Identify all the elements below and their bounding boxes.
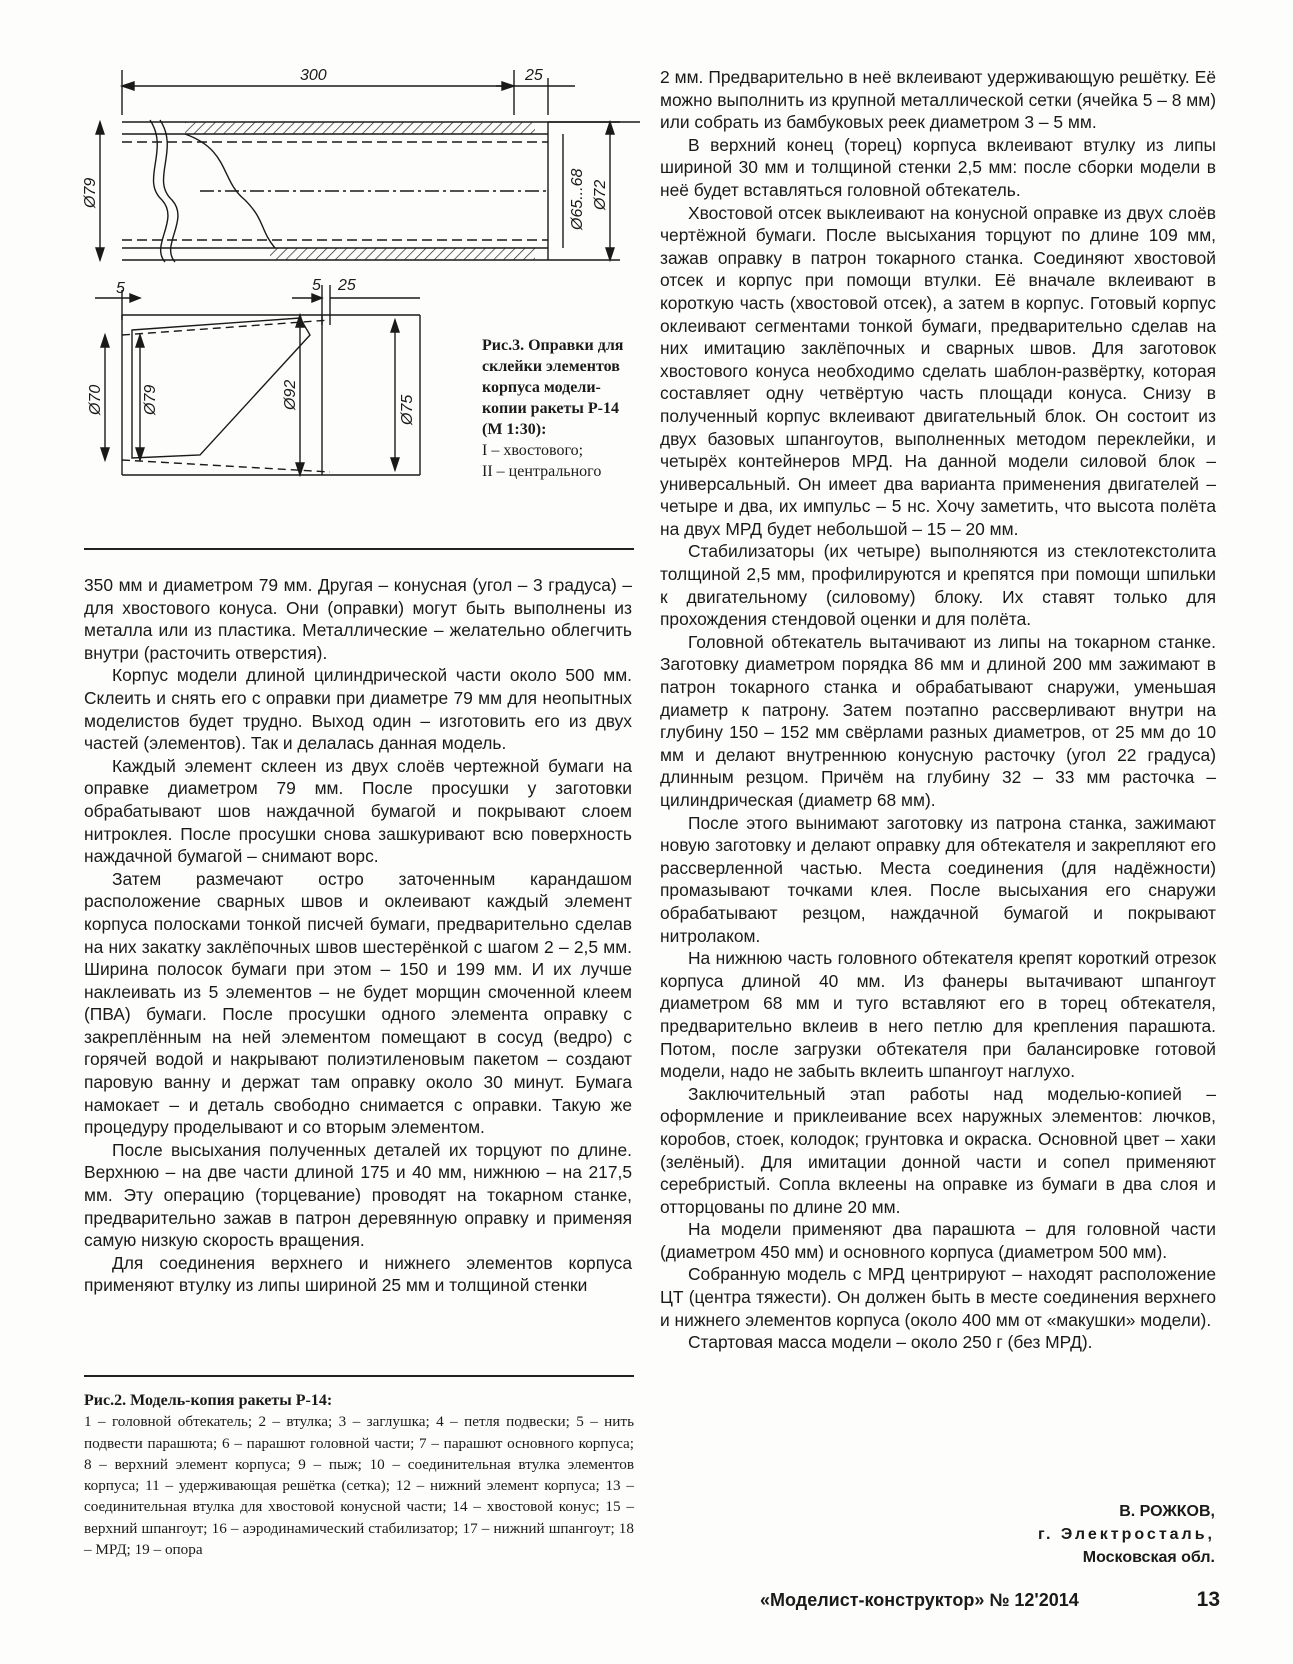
paragraph: После этого вынимают заготовку из патрона станка, зажимают новую заготовку и делают оправку для обтекателя и закрепляют его рассверленной частью. Места соединения (для надёжности) промазывают точками клея. После высыхания его снаружи обрабатывают резцом, наждачной бумагой и покрывают нитролаком.: [660, 812, 1216, 946]
dim-d75: Ø75: [399, 394, 416, 425]
page-footer: [760, 1590, 1220, 1611]
paragraph: На модели применяют два парашюта – для головной части (диаметром 450 мм) и основного корпуса (диаметром 500 мм).: [660, 1219, 1216, 1262]
author-city: г. Электросталь,: [1037, 1526, 1215, 1543]
paragraph: В верхний конец (торец) корпуса вклеивают втулку из липы шириной 30 мм и толщиной стенки 2,5 мм: после сборки модели в неё будет вставляться головной обтекатель.: [660, 134, 1216, 200]
paragraph: После высыхания полученных деталей их торцуют по длине. Верхнюю – на две части длиной 175 и 40 мм, нижнюю – на 217,5 мм. Эту операцию (торцевание) проводят на токарном станке, предварительно зажав в патрон деревянную оправку и применяя самую низкую скорость вращения.: [84, 1139, 632, 1251]
author-signature: [1038, 1500, 1215, 1569]
author-name: В. РОЖКОВ,: [1119, 1503, 1215, 1520]
paragraph: Стартовая масса модели – около 250 г (без МРД).: [688, 1332, 1093, 1353]
paragraph: Хвостовой отсек выклеивают на конусной оправке из двух слоёв чертёжной бумаги. После высыхания торцуют по длине 109 мм, зажав оправку в патрон токарного станка. Соединяют хвостовой отсек и корпус при помощи втулки. Её вначале вклеивают в короткую часть (хвостовой отсек), а затем в корпус. Готовый корпус оклеивают сегментами тонкой бумаги, предварительно сделав на них имитацию заклёпочных и сварных швов. Для заготовок хвостового конуса необходимо сделать шаблон-развёртку, которая составляет одну четвёртую часть площади конуса. Снизу в полученный корпус вклеивают двигательный блок. Он состоит из двух базовых шпангоутов, выполненных методом переклейки, и четырёх контейнеров МРД. На данной модели силовой блок – универсальный. Он имеет два варианта применения двигателей – четыре и два, их импульс – 5 нс. Хочу заметить, что высота полёта на двух МРД будет небольшой – 15 – 20 мм.: [660, 202, 1216, 539]
right-column: [660, 66, 1216, 1354]
divider-top: [84, 548, 634, 550]
dim-5-left: 5: [116, 280, 125, 297]
paragraph: Стабилизаторы (их четыре) выполняются из стеклотекстолита толщиной 2,5 мм, профилируются и крепятся при помощи шпильки к двигательному (силовому) блоку. Их ставят только для прохождения стендовой оценки и для полёта.: [660, 541, 1216, 630]
paragraph: На нижнюю часть головного обтекателя крепят короткий отрезок корпуса длиной 40 мм. Из фанеры вытачивают шпангоут диаметром 68 мм и туго вставляют его в торец обтекателя, предварительно вклеив в него петлю для крепления парашюта. Потом, после загрузки обтекателя при балансировке готовой модели, надо не забыть вклеить шпангоут наглухо.: [660, 948, 1216, 1082]
dim-300: 300: [300, 67, 327, 84]
paragraph: Для соединения верхнего и нижнего элементов корпуса применяют втулку из липы шириной 25 мм и толщиной стенки: [84, 1252, 632, 1296]
paragraph: Затем размечают остро заточенным карандашом расположение сварных швов и оклеивают каждый элемент корпуса полосками тонкой писчей бумаги, предварительно сделав на них закатку заклёпочных швов шестерёнкой с шагом 2 – 2,5 мм. Ширина полосок бумаги при этом – 150 и 199 мм. И их лучше наклеивать из 5 элементов – не будет морщин смоченной клеем (ПВА) бумаги. После просушки одного элемента оправку с закреплённым на ней элементом помещают в сосуд (ведро) с горячей водой и накрывают полиэтиленовым пакетом – создают паровую ванну и держат там оправку около 30 минут. Бумага намокает – и деталь свободно снимается с оправки. Такую же процедуру проделывают и со вторым элементом.: [84, 868, 632, 1138]
paragraph: Собранную модель с МРД центрируют – находят расположение ЦТ (центра тяжести). Он должен быть в месте соединения верхнего и нижнего элементов корпуса (около 400 мм от «макушки» модели).: [660, 1264, 1216, 1330]
author-region: Московская обл.: [1082, 1549, 1215, 1566]
figure2-caption-title: Рис.2. Модель-копия ракеты Р-14:: [84, 1392, 333, 1409]
dim-5: 5: [312, 277, 321, 294]
dim-d72: Ø72: [592, 179, 609, 210]
paragraph: Головной обтекатель вытачивают из липы на токарном станке. Заготовку диаметром порядка 86 мм и длиной 200 мм зажимают в патрон токарного станка и обрабатывают снаружи, уменьшая диаметр к патрону. Затем поэтапно рассверливают внутри на глубину 150 – 152 мм свёрлами разных диаметров, от 25 мм до 10 мм и делают внутреннюю конусную расточку (угол 22 градуса) длинным резцом. Причём на глубину 32 – 33 мм расточка – цилиндрическая (диаметр 68 мм).: [660, 631, 1216, 810]
figure3-caption-scale: (М 1:30):: [482, 421, 547, 438]
dim-d92: Ø92: [282, 379, 299, 410]
figure3-caption: [482, 335, 642, 482]
dim-d65-68: Ø65...68: [569, 168, 586, 230]
figure3-caption-title: Рис.3. Оправки для склейки элементов корпуса модели-копии ракеты Р-14: [482, 337, 624, 417]
figure2-caption: [84, 1390, 634, 1560]
dim-d70: Ø70: [87, 384, 104, 415]
dim-d79-top: Ø79: [82, 177, 99, 208]
dim-25-top: 25: [525, 67, 543, 84]
dim-d79-bottom: Ø79: [142, 384, 159, 415]
figure3-caption-line2: II – центрального: [482, 463, 602, 480]
paragraph: Заключительный этап работы над моделью-копией – оформление и приклеивание всех наружных элементов: лючков, коробов, стоек, колодок; грунтовка и окраска. Основной цвет – хаки (зелёный). Для имитации донной части и сопел применяют серебристый. Сопла вклеены на оправке из бумаги в два слоя и отторцованы по длине 20 мм.: [660, 1083, 1216, 1217]
page-number: 13: [1196, 1588, 1220, 1611]
paragraph: 2 мм. Предварительно в неё вклеивают удерживающую решётку. Её можно выполнить из крупной металлической сетки (ячейка 5 – 8 мм) или собрать из бамбуковых реек диаметром 3 – 5 мм.: [660, 67, 1216, 133]
figure2-caption-text: 1 – головной обтекатель; 2 – втулка; 3 – заглушка; 4 – петля подвески; 5 – нить подвести парашюта; 6 – парашют головной части; 7 – парашют основного корпуса; 8 – верхний элемент корпуса; 9 – пыж; 10 – соединительная втулка элементов корпуса; 11 – удерживающая решётка (сетка); 12 – нижний элемент корпуса; 13 – соединительная втулка для хвостовой конусной части; 14 – хвостовой конус; 15 – верхний шпангоут; 16 – аэродинамический стабилизатор; 17 – нижний шпангоут; 18 – МРД; 19 – опора: [84, 1413, 634, 1559]
paragraph: Корпус модели длиной цилиндрической части около 500 мм. Склеить и снять его с оправки при диаметре 79 мм для неопытных моделистов будет трудно. Выход один – изготовить его из двух частей (элементов). Так и делалась данная модель.: [84, 665, 632, 754]
divider-bottom: [84, 1375, 634, 1377]
journal-title: «Моделист-конструктор» № 12'2014: [760, 1590, 1079, 1610]
paragraph: 350 мм и диаметром 79 мм. Другая – конусная (угол – 3 градуса) – для хвостового конуса. Они (оправки) могут быть выполнены из металла или из пластика. Металлические – желательно облегчить внутри (расточить отверстия).: [84, 575, 632, 663]
dim-25-bottom: 25: [338, 277, 356, 294]
left-column: [84, 574, 632, 1297]
figure3-caption-line1: I – хвостового;: [482, 442, 584, 459]
paragraph: Каждый элемент склеен из двух слоёв чертежной бумаги на оправке диаметром 79 мм. После просушки у заготовки обрабатывают шов наждачной бумагой и покрывают слоем нитроклея. После просушки снова зашкуривают всю поверхность наждачной бумагой – снимают ворс.: [84, 755, 632, 867]
